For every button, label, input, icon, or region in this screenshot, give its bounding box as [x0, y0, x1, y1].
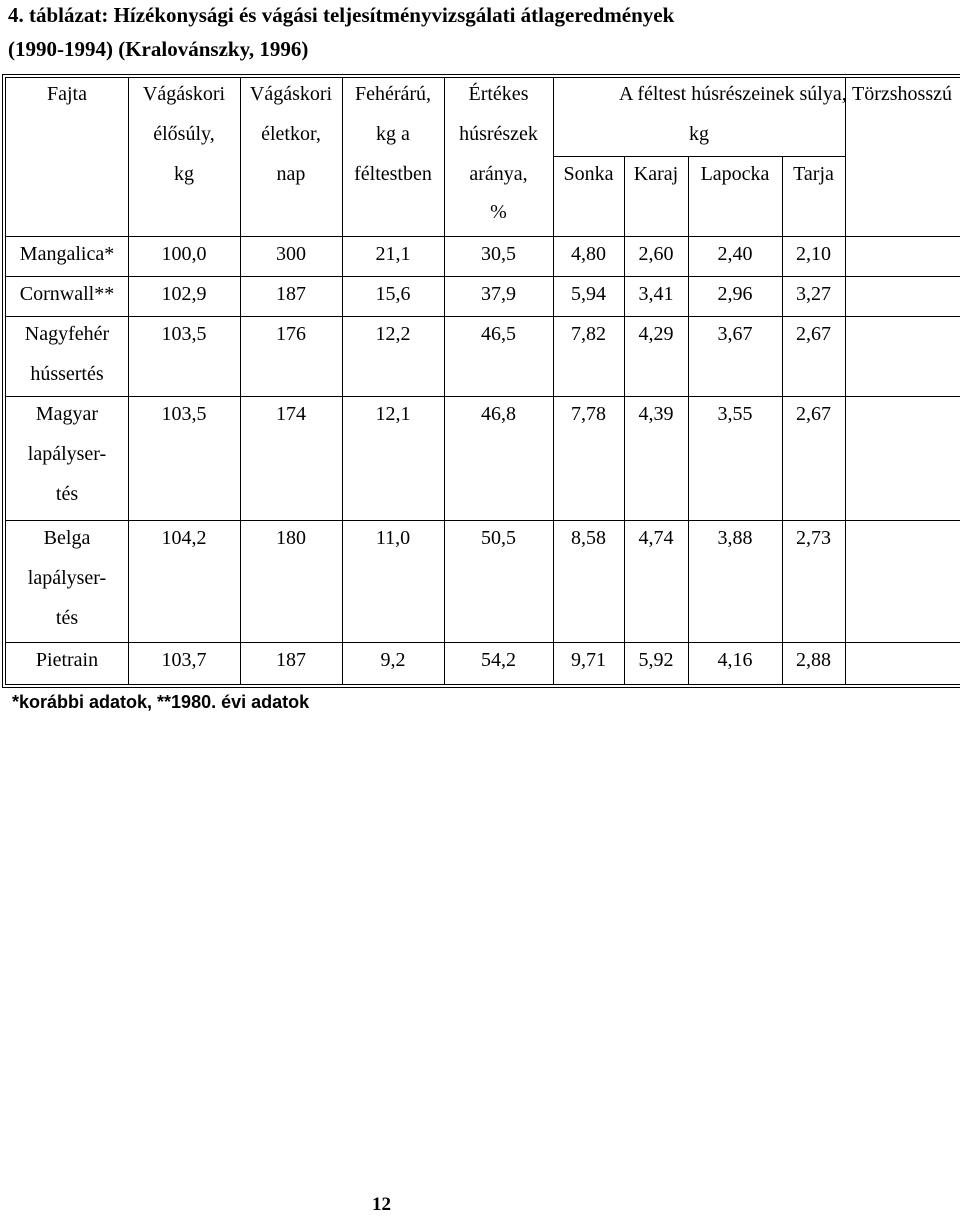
table-cell: 104,2	[161, 527, 207, 549]
header-elosuly: élősúly,	[153, 123, 215, 145]
table-cell: 50,5	[481, 527, 516, 549]
table-horizontal-rule	[553, 156, 845, 157]
header-torzshossz: Törzshosszú	[852, 83, 952, 105]
table-cell: 2,67	[796, 323, 831, 345]
table-cell: 3,27	[796, 283, 831, 305]
row-name: Nagyfehér	[24, 323, 110, 345]
table-cell: 3,55	[717, 403, 753, 425]
table-cell: 2,10	[796, 243, 831, 265]
table-cell: 37,9	[481, 283, 516, 305]
table-cell: 7,78	[571, 403, 606, 425]
table-cell: 9,71	[571, 649, 606, 671]
row-name: hússertés	[30, 363, 104, 385]
table-cell: 46,5	[481, 323, 516, 345]
table-cell: 2,67	[796, 403, 831, 425]
table-cell: 4,29	[638, 323, 674, 345]
header-eletkor: nap	[276, 163, 306, 185]
table-cell: 180	[276, 527, 306, 549]
header-tarja: Tarja	[793, 163, 834, 185]
table-cell: 174	[276, 403, 306, 425]
table-horizontal-rule	[6, 316, 960, 317]
table-cell: 187	[276, 283, 306, 305]
table-horizontal-rule	[6, 236, 960, 237]
header-feherau: Fehérárú,	[354, 83, 432, 105]
table-cell: 103,5	[161, 323, 207, 345]
table-cell: 21,1	[375, 243, 411, 265]
header-group-unit: kg	[689, 123, 709, 145]
table-cell: 3,88	[717, 527, 753, 549]
table-cell: 4,39	[638, 403, 674, 425]
row-name: lapályser-	[27, 443, 107, 465]
table-cell: 15,6	[375, 283, 411, 305]
title-line-2: (1990-1994) (Kralovánszky, 1996)	[8, 37, 309, 61]
table-cell: 8,58	[571, 527, 606, 549]
row-name: Magyar	[35, 403, 99, 425]
table-cell: 54,2	[481, 649, 516, 671]
header-ertekes-husreszek: húsrészek	[459, 123, 538, 145]
row-name: Mangalica*	[19, 243, 115, 265]
table-cell: 30,5	[481, 243, 516, 265]
header-sonka: Sonka	[563, 163, 614, 185]
header-eletkor: életkor,	[261, 123, 321, 145]
row-name: lapályser-	[27, 567, 107, 589]
table-cell: 2,96	[717, 283, 753, 305]
table-cell: 100,0	[161, 243, 207, 265]
table-cell: 4,74	[638, 527, 674, 549]
header-feherau: kg a	[376, 123, 410, 145]
table-cell: 5,92	[638, 649, 674, 671]
table-cell: 12,2	[375, 323, 411, 345]
table-cell: 300	[276, 243, 306, 265]
table-cell: 9,2	[380, 649, 406, 671]
table-cell: 2,40	[717, 243, 753, 265]
header-lapocka: Lapocka	[700, 163, 770, 185]
header-elosuly: Vágáskori	[142, 83, 226, 105]
header-ertekes-husreszek: aránya,	[469, 163, 528, 185]
table-cell: 2,60	[638, 243, 674, 265]
header-fajta: Fajta	[47, 83, 87, 105]
page-number: 12	[372, 1194, 391, 1215]
table-cell: 12,1	[375, 403, 411, 425]
table-cell: 102,9	[161, 283, 207, 305]
header-ertekes-husreszek: %	[490, 201, 507, 223]
table-cell: 103,5	[161, 403, 207, 425]
row-name: tés	[55, 607, 79, 629]
table-horizontal-rule	[6, 276, 960, 277]
table-cell: 103,7	[161, 649, 207, 671]
header-group-husreszek: A féltest húsrészeinek súlya,	[619, 83, 847, 105]
footnote: *korábbi adatok, **1980. évi adatok	[12, 692, 310, 712]
table-cell: 7,82	[571, 323, 606, 345]
table-cell: 11,0	[375, 527, 411, 549]
table-cell: 187	[276, 649, 306, 671]
row-name: Belga	[43, 527, 91, 549]
title-line-1: 4. táblázat: Hízékonysági és vágási teljesítményvizsgálati átlageredmények	[8, 3, 675, 27]
header-karaj: Karaj	[633, 163, 679, 185]
table-cell: 5,94	[571, 283, 606, 305]
table-cell: 4,80	[571, 243, 606, 265]
table-cell: 176	[276, 323, 306, 345]
row-name: tés	[55, 483, 79, 505]
header-ertekes-husreszek: Értékes	[468, 83, 529, 105]
header-eletkor: Vágáskori	[249, 83, 333, 105]
table-cell: 3,41	[638, 283, 674, 305]
table-cell: 4,16	[717, 649, 753, 671]
header-elosuly: kg	[174, 163, 194, 185]
row-name: Pietrain	[35, 649, 99, 671]
row-name: Cornwall**	[19, 283, 115, 305]
table-horizontal-rule	[6, 520, 960, 521]
table-horizontal-rule	[6, 396, 960, 397]
header-feherau: féltestben	[354, 163, 432, 185]
table-cell: 2,73	[796, 527, 831, 549]
table-cell: 2,88	[796, 649, 831, 671]
table-cell: 3,67	[717, 323, 753, 345]
table-cell: 46,8	[481, 403, 516, 425]
table-horizontal-rule	[6, 642, 960, 643]
